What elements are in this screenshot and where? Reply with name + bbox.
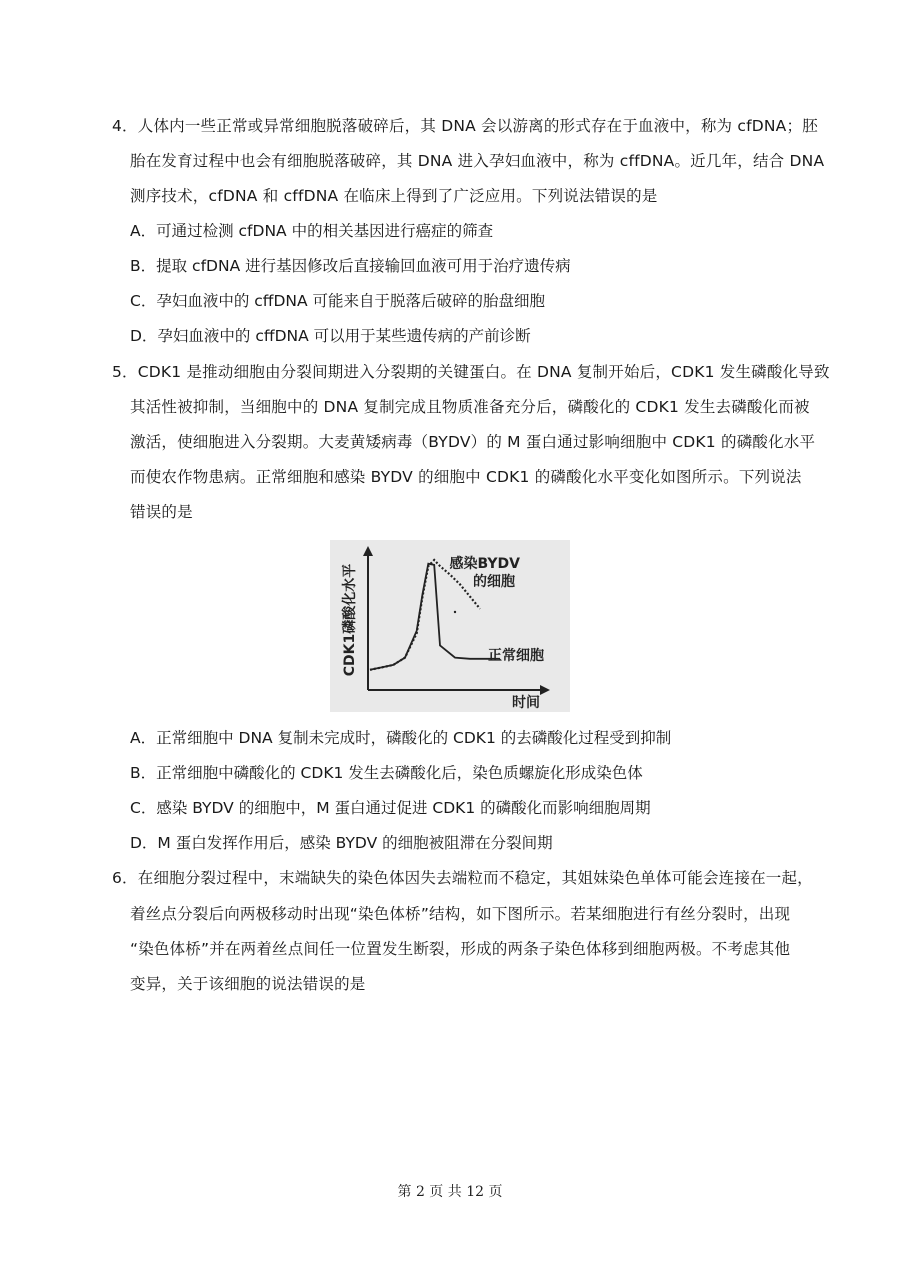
stray-dot [454,611,456,613]
chart-svg [330,540,570,712]
q5-line-1: 5．CDK1 是推动细胞由分裂间期进入分裂期的关键蛋白。在 DNA 复制开始后，CDK1 发生磷酸化导致 [112,363,830,381]
q5-option-a: A．正常细胞中 DNA 复制未完成时，磷酸化的 CDK1 的去磷酸化过程受到抑制 [130,729,672,747]
q4-line-1: 4．人体内一些正常或异常细胞脱落破碎后，其 DNA 会以游离的形式存在于血液中，称为 cfDNA；胚 [112,117,818,135]
q5-option-c: C．感染 BYDV 的细胞中，M 蛋白通过促进 CDK1 的磷酸化而影响细胞周期 [130,799,651,817]
page-footer: 第 2 页 共 12 页 [397,1184,503,1200]
y-axis-arrow [363,546,373,556]
q5-option-b: B．正常细胞中磷酸化的 CDK1 发生去磷酸化后，染色质螺旋化形成染色体 [130,764,643,782]
x-axis-label: 时间 [512,695,540,711]
q4-option-b: B．提取 cfDNA 进行基因修改后直接输回血液可用于治疗遗传病 [130,257,571,275]
y-axis-label: CDK1磷酸化水平 [342,563,358,677]
q4-option-d: D．孕妇血液中的 cffDNA 可以用于某些遗传病的产前诊断 [130,327,531,345]
q4-option-c: C．孕妇血液中的 cffDNA 可能来自于脱落后破碎的胎盘细胞 [130,292,546,310]
x-axis-arrow [540,685,550,695]
q6-line-4: 变异，关于该细胞的说法错误的是 [130,975,366,993]
q5-line-5: 错误的是 [130,503,193,521]
q4-option-a: A．可通过检测 cfDNA 中的相关基因进行癌症的筛查 [130,222,494,240]
q5-option-d: D．M 蛋白发挥作用后，感染 BYDV 的细胞被阻滞在分裂间期 [130,834,553,852]
q4-line-2: 胎在发育过程中也会有细胞脱落破碎，其 DNA 进入孕妇血液中，称为 cffDNA。近几年，结合 DNA [130,152,825,170]
infected-label-line2: 的细胞 [473,574,515,590]
normal-label: 正常细胞 [488,648,544,664]
q4-line-3: 测序技术，cfDNA 和 cffDNA 在临床上得到了广泛应用。下列说法错误的是 [130,187,658,205]
q6-line-1: 6．在细胞分裂过程中，末端缺失的染色体因失去端粒而不稳定，其姐妹染色单体可能会连接在一起， [112,869,813,887]
q5-line-3: 激活，使细胞进入分裂期。大麦黄矮病毒（BYDV）的 M 蛋白通过影响细胞中 CDK1 的磷酸化水平 [130,433,816,451]
q5-line-4: 而使农作物患病。正常细胞和感染 BYDV 的细胞中 CDK1 的磷酸化水平变化如图所示。下列说法 [130,468,802,486]
q6-line-3: “染色体桥”并在两着丝点间任一位置发生断裂，形成的两条子染色体移到细胞两极。不考虑其他 [130,940,791,958]
q5-line-2: 其活性被抑制，当细胞中的 DNA 复制完成且物质准备充分后，磷酸化的 CDK1 发生去磷酸化而被 [130,398,810,416]
infected-label-line1: 感染BYDV [449,556,520,572]
q6-line-2: 着丝点分裂后向两极移动时出现“染色体桥”结构，如下图所示。若某细胞进行有丝分裂时，出现 [130,905,791,923]
cdk1-chart [330,540,570,712]
